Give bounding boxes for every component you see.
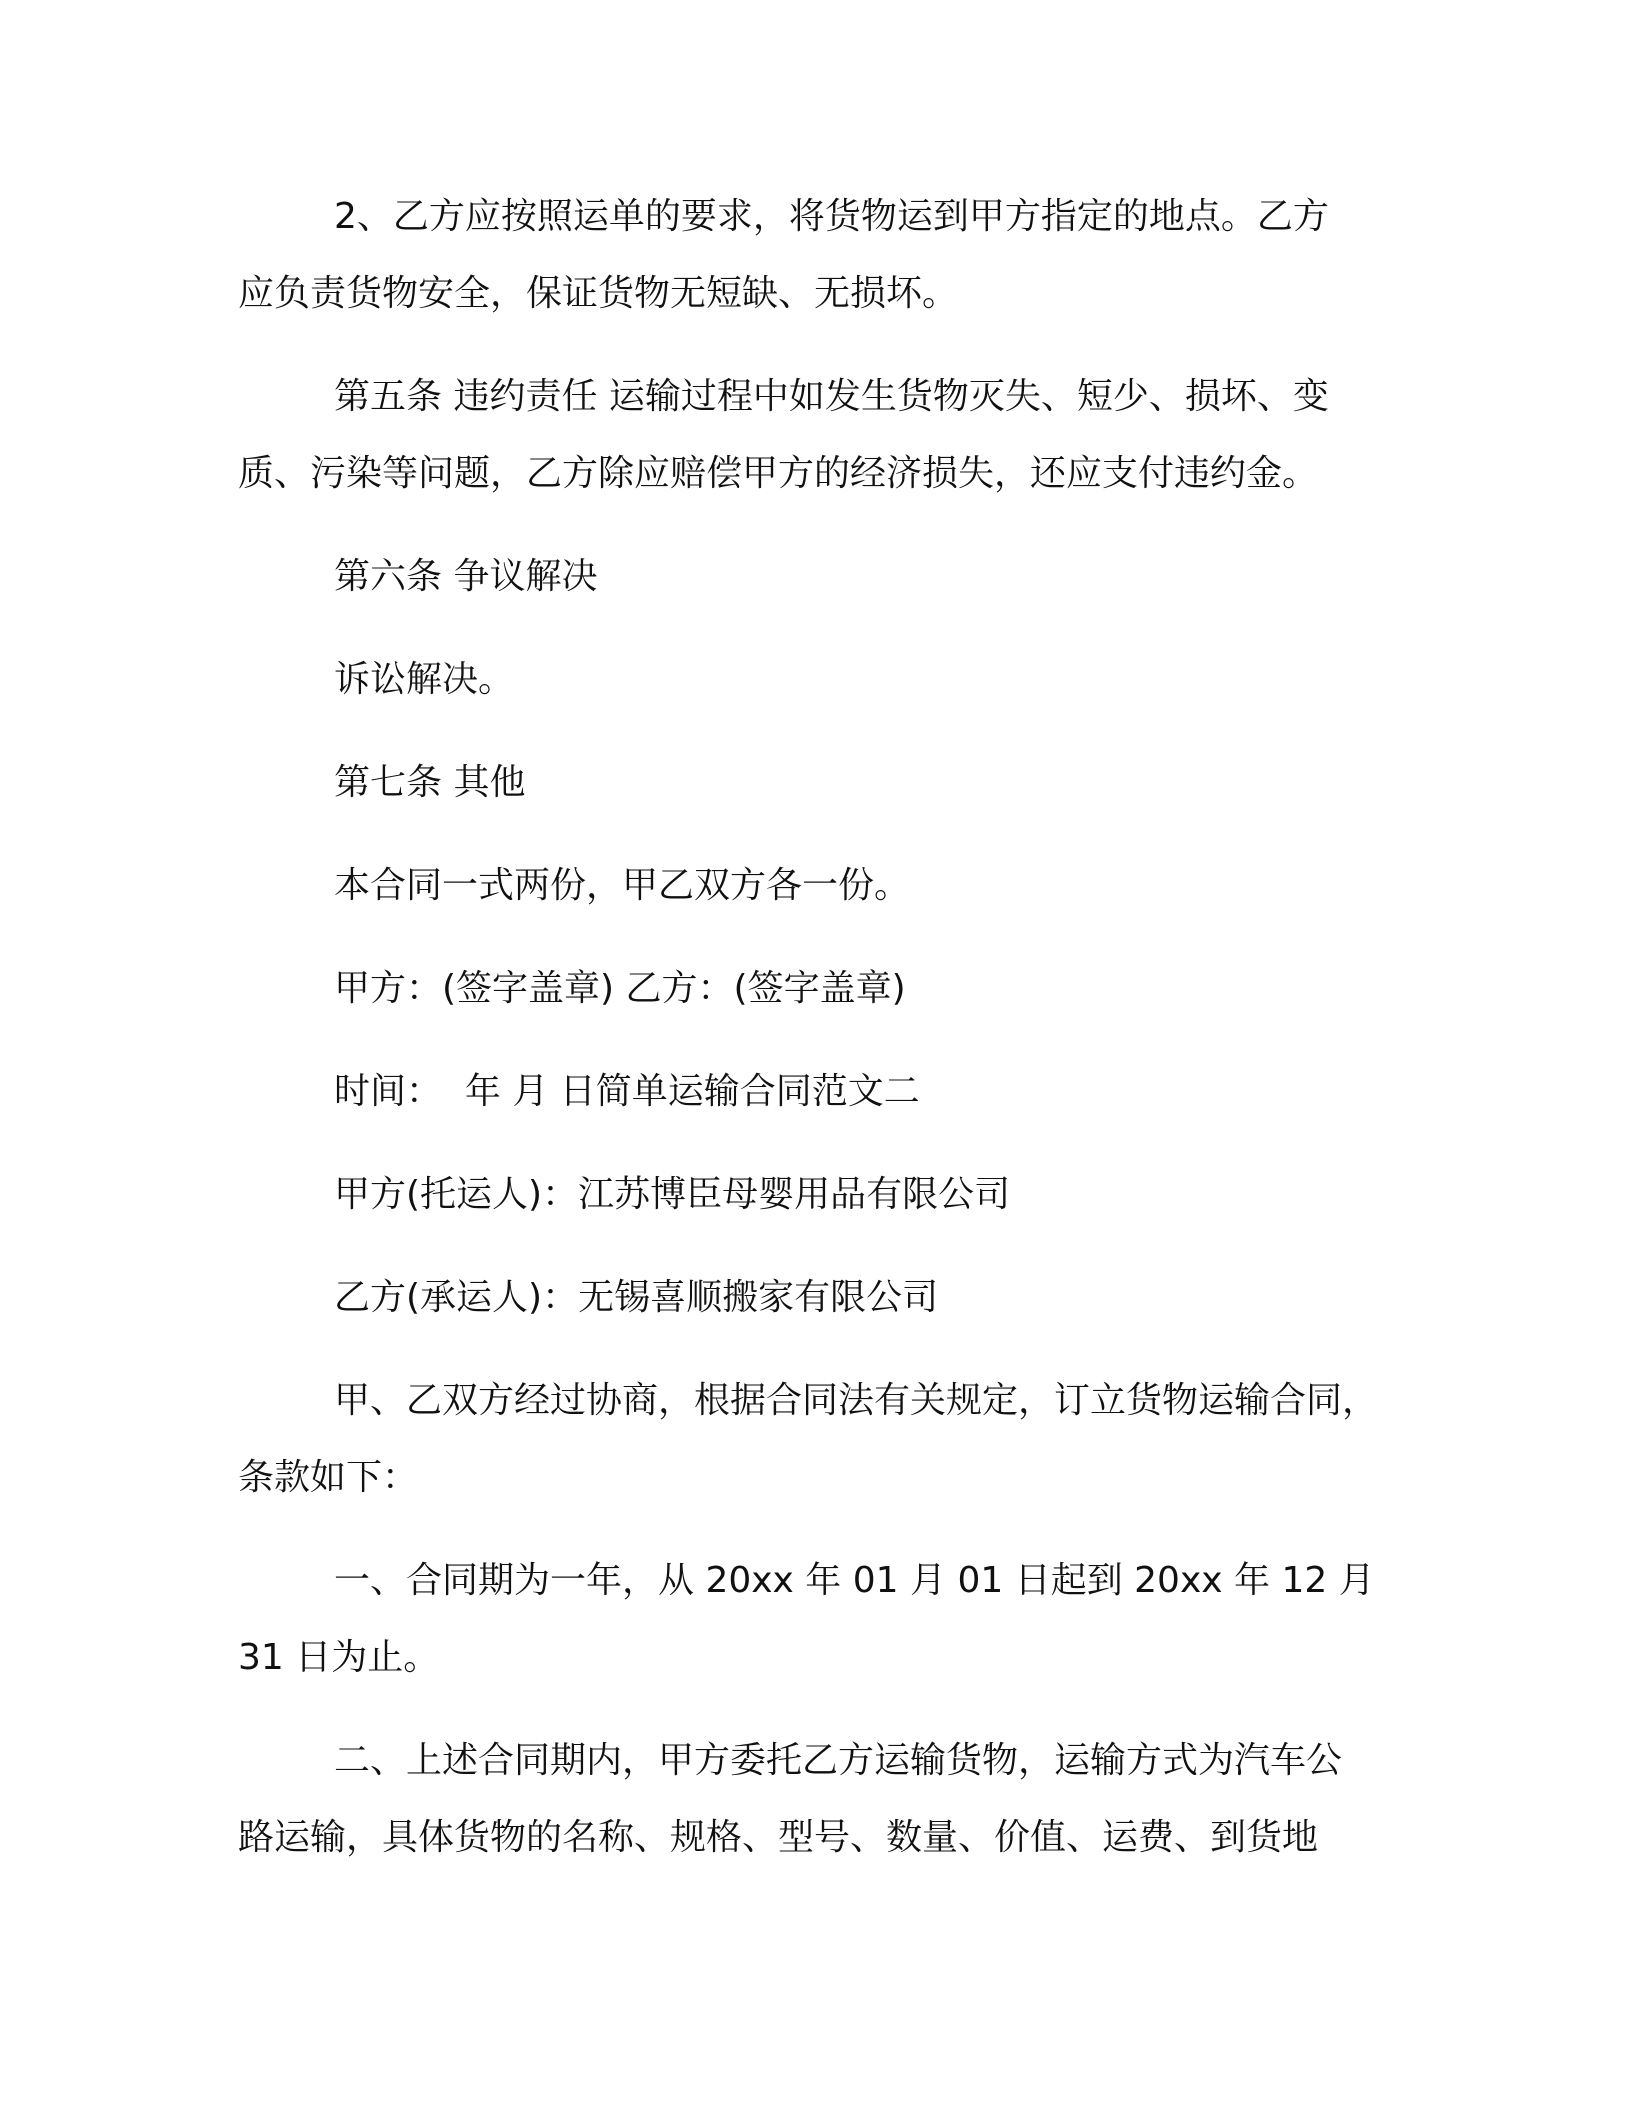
paragraph-date-title xyxy=(238,1053,1400,1130)
paragraph-line: 2、乙方应按照运单的要求，将货物运到甲方指定的地点。乙方 xyxy=(334,196,1329,237)
paragraph-line: 二、上述合同期内，甲方委托乙方运输货物，运输方式为汽车公 xyxy=(334,1740,1343,1781)
paragraph-line: 路运输，具体货物的名称、规格、型号、数量、价值、运费、到货地 xyxy=(238,1817,1319,1858)
paragraph-article-6-heading xyxy=(238,538,1400,615)
paragraph-clause-2 xyxy=(238,178,1400,332)
paragraph-line: 第七条 其他 xyxy=(334,762,526,803)
paragraph-article-5 xyxy=(238,358,1400,512)
paragraph-line: 乙方(承运人)：无锡喜顺搬家有限公司 xyxy=(334,1277,939,1318)
paragraph-line: 31 日为止。 xyxy=(238,1637,440,1678)
paragraph-party-b xyxy=(238,1259,1400,1336)
paragraph-signatures xyxy=(238,950,1400,1027)
paragraph-line: 质、污染等问题，乙方除应赔偿甲方的经济损失，还应支付违约金。 xyxy=(238,453,1319,494)
paragraph-article-7-heading xyxy=(238,744,1400,821)
paragraph-copies xyxy=(238,847,1400,924)
paragraph-line: 条款如下： xyxy=(238,1457,419,1498)
paragraph-line: 本合同一式两份，甲乙双方各一份。 xyxy=(334,865,911,906)
paragraph-line: 第五条 违约责任 运输过程中如发生货物灭失、短少、损坏、变 xyxy=(334,376,1329,417)
paragraph-party-a xyxy=(238,1156,1400,1233)
paragraph-line: 诉讼解决。 xyxy=(334,659,515,700)
paragraph-transport-scope xyxy=(238,1722,1400,1876)
paragraph-line: 甲方：(签字盖章) 乙方：(签字盖章) xyxy=(334,968,906,1009)
paragraph-line: 甲方(托运人)：江苏博臣母婴用品有限公司 xyxy=(334,1174,1011,1215)
paragraph-line: 应负责货物安全，保证货物无短缺、无损坏。 xyxy=(238,273,959,314)
paragraph-line: 一、合同期为一年，从 20xx 年 01 月 01 日起到 20xx 年 12 月 xyxy=(334,1560,1375,1601)
paragraph-line: 时间： 年 月 日简单运输合同范文二 xyxy=(334,1071,920,1112)
paragraph-line: 甲、乙双方经过协商，根据合同法有关规定，订立货物运输合同， xyxy=(334,1380,1379,1421)
paragraph-agreement-intro xyxy=(238,1362,1400,1516)
paragraph-litigation xyxy=(238,641,1400,718)
paragraph-term xyxy=(238,1542,1400,1696)
paragraph-line: 第六条 争议解决 xyxy=(334,556,598,597)
